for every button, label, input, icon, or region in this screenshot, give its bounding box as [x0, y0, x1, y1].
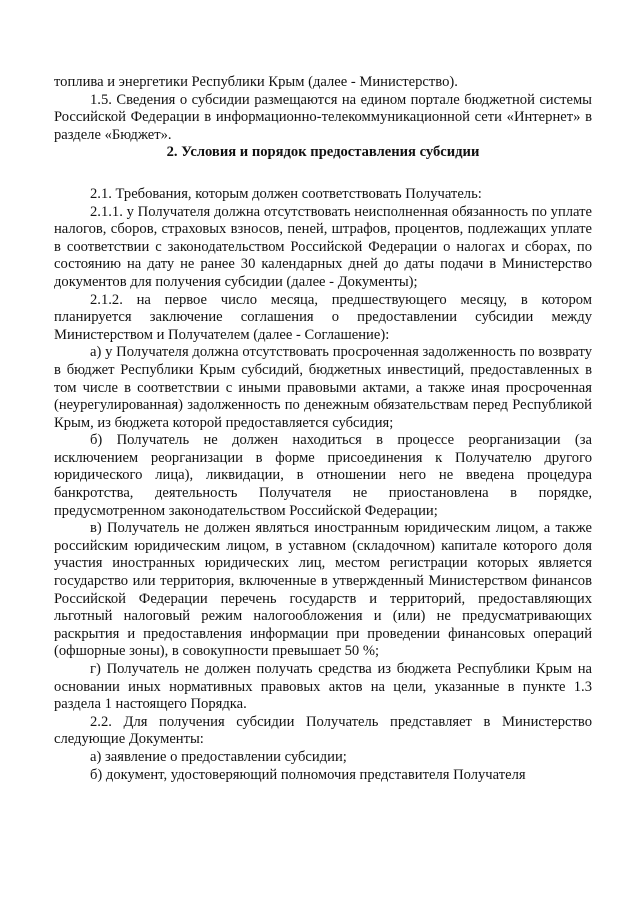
paragraph-2-2: 2.2. Для получения субсидии Получатель представляет в Министерство следующие Документы: [54, 713, 592, 748]
document-body [54, 74, 592, 784]
paragraph-2-1-1: 2.1.1. у Получателя должна отсутствовать неисполненная обязанность по уплате налогов, сборов, страховых взносов, пеней, штрафов, процентов, подлежащих уплате в соответствии с законодательством Российской Федерации о налогах и сборах, по состоянию на дату не ранее 30 календарных дней до даты подачи в Министерство документов для получения субсидии (далее - Документы); [54, 203, 592, 290]
paragraph-2-2-item-a: а) заявление о предоставлении субсидии; [90, 748, 347, 765]
paragraph-continuation: топлива и энергетики Республики Крым (далее - Министерство). [54, 74, 458, 90]
paragraph-2-2-item-b: б) документ, удостоверяющий полномочия представителя Получателя [90, 766, 526, 783]
paragraph-item-v: в) Получатель не должен являться иностранным юридическим лицом, а также российским юридическим лицом, в уставном (складочном) капитале которого доля участия иностранных юридических лиц, местом регистрации которых является государство или территория, включенные в утвержденный Министерством финансов Российской Федерации перечень государств и территорий, предоставляющих льготный налоговый режим налогообложения и (или) не предусматривающих раскрытия и предоставления информации при проведении финансовых операций (офшорные зоны), в совокупности превышает 50 %; [54, 520, 592, 660]
paragraph-item-a: а) у Получателя должна отсутствовать просроченная задолженность по возврату в бюджет Республики Крым субсидий, бюджетных инвестиций, предоставленных в том числе в соответствии с иными правовыми актами, а также иная просроченная (неурегулированная) задолженность по денежным обязательствам перед Республикой Крым, из бюджета которой предоставляется субсидия; [54, 344, 592, 431]
paragraph-2-1-2: 2.1.2. на первое число месяца, предшествующего месяцу, в котором планируется заключение соглашения о предоставлении субсидии между Министерством и Получателем (далее - Соглашение): [54, 291, 592, 343]
section-title: 2. Условия и порядок предоставления субсидии [166, 144, 480, 161]
paragraph-2-1: 2.1. Требования, которым должен соответствовать Получатель: [90, 185, 482, 202]
paragraph-1-5: 1.5. Сведения о субсидии размещаются на едином портале бюджетной системы Российской Федерации в информационно-телекоммуникационной сети «Интернет» в разделе «Бюджет». [54, 91, 592, 143]
paragraph-item-g: г) Получатель не должен получать средства из бюджета Республики Крым на основании иных нормативных правовых актов на цели, указанные в пункте 1.3 раздела 1 настоящего Порядка. [54, 661, 592, 713]
paragraph-item-b: б) Получатель не должен находиться в процессе реорганизации (за исключением реорганизации в форме присоединения к Получателю другого юридического лица), ликвидации, в отношении него не введена процедура банкротства, деятельность Получателя не приостановлена в порядке, предусмотренном законодательством Российской Федерации; [54, 432, 592, 519]
